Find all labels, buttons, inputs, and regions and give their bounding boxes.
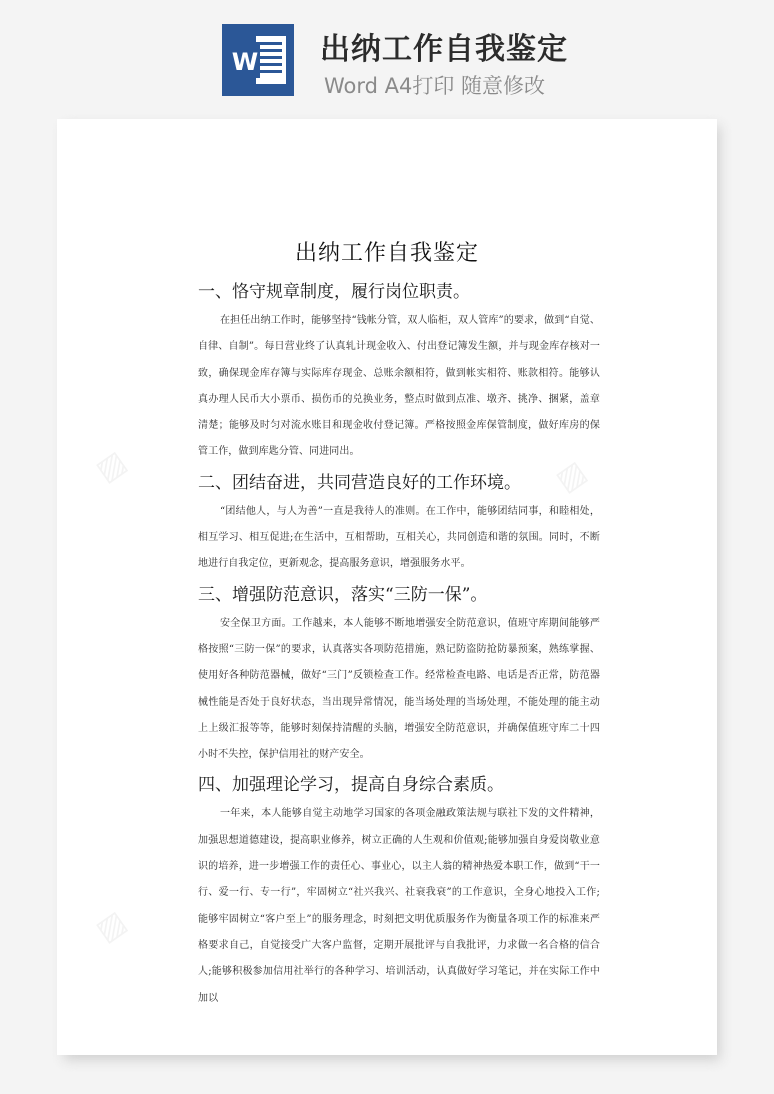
watermark-mark: ▨ [89, 904, 133, 949]
watermark-mark: ▨ [89, 444, 133, 489]
section-heading: 四、加强理论学习，提高自身综合素质。 [198, 775, 504, 796]
header-banner [0, 0, 774, 118]
section-4 [198, 773, 600, 1011]
banner-subtitle: Word A4打印 随意修改 [324, 74, 546, 98]
section-paragraph: 安全保卫方面。工作越来，本人能够不断地增强安全防范意识，值班守库期间能够严格按照“三防一保”的要求，认真落实各项防范措施，熟记防盗防抢防暴预案，熟练掌握、使用好各种防范器械，做好“三门”反锁检查工作。经常检查电路、电话是否正常，防范器械性能是否处于良好状态，当出现异常情况，能当场处理的当场处理，不能处理的能主动上上级汇报等等，能够时刻保持清醒的头脑，增强安全防范意识，并确保值班守库二十四小时不失控，保护信用社的财产安全。 [198, 617, 600, 761]
section-1 [198, 280, 600, 466]
word-letter: W [231, 48, 259, 76]
document-body [198, 280, 600, 1017]
section-paragraph: “团结他人，与人为善”一直是我待人的准则。在工作中，能够团结同事，和睦相处，相互学习、相互促进;在生活中，互相帮助，互相关心，共同创造和谐的氛围。同时，不断地进行自我定位，更新观念，提高服务意识，增强服务水平。 [198, 505, 600, 570]
section-heading: 一、恪守规章制度，履行岗位职责。 [198, 282, 470, 302]
section-2 [198, 471, 600, 578]
section-paragraph: 一年来，本人能够自觉主动地学习国家的各项金融政策法规与联社下发的文件精神，加强思想道德建设，提高职业修养，树立正确的人生观和价值观;能够加强自身爱岗敬业意识的培养，进一步增强工作的责任心、事业心，以主人翁的精神热爱本职工作，做到“干一行、爱一行、专一行”，牢固树立“社兴我兴、社衰我衰”的工作意识，全身心地投入工作;能够牢固树立“客户至上”的服务理念，时刻把文明优质服务作为衡量各项工作的标准来严格要求自己，自觉接受广大客户监督，定期开展批评与自我批评，力求做一名合格的信合人;能够积极参加信用社举行的各种学习、培训活动，认真做好学习笔记，并在实际工作中加以 [198, 808, 600, 1004]
section-paragraph: 在担任出纳工作时，能够坚持“钱帐分管，双人临柜，双人管库”的要求，做到“自觉、自律、自制”。每日营业终了认真轧计现金收入、付出登记簿发生额，并与现金库存核对一致，确保现金库存簿与实际库存现金、总账余额相符，做到帐实相符、账款相符。能够认真办理人民币大小票币、损伤币的兑换业务，整点时做到点准、墩齐、挑净、捆紧，盖章清楚；能够及时匀对流水账目和现金收付登记簿。严格按照金库保管制度，做好库房的保管工作，做到库匙分管、同进同出。 [198, 315, 600, 458]
section-heading: 三、增强防范意识，落实“三防一保”。 [198, 584, 488, 605]
document-page [57, 119, 717, 1055]
section-heading: 二、团结奋进，共同营造良好的工作环境。 [198, 472, 521, 493]
word-document-icon [222, 24, 294, 96]
watermark-mark: ▨ [549, 454, 593, 499]
banner-title: 出纳工作自我鉴定 [320, 32, 568, 67]
section-3 [198, 583, 600, 769]
document-title: 出纳工作自我鉴定 [294, 241, 479, 266]
